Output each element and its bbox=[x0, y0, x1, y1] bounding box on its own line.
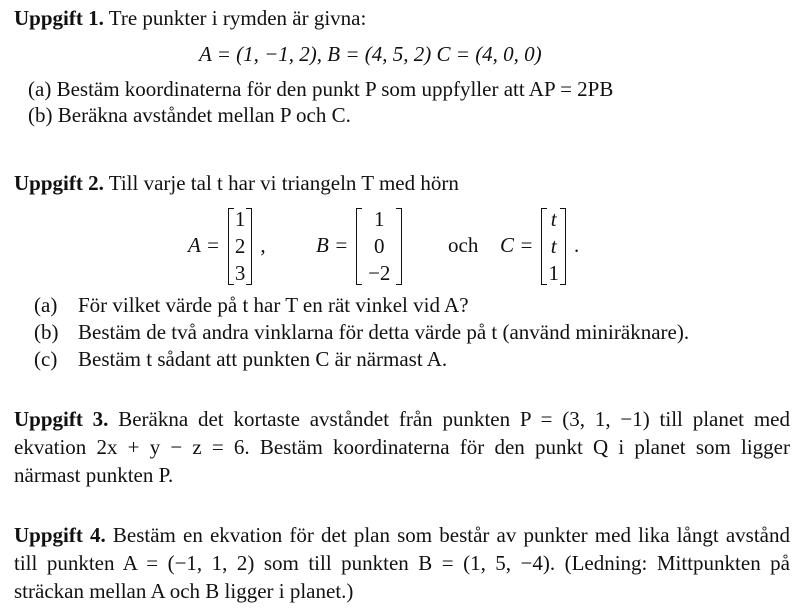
problem-4-text-1: Bestäm en ekvation för det plan som består av punkter med lika långt avstånd bbox=[112, 523, 790, 547]
problem-4-line-1 bbox=[14, 523, 790, 548]
problem-2-part-b-text: Bestäm de två andra vinklarna för detta värde på t (använd miniräknare). bbox=[78, 320, 690, 345]
problem-2-part-b-label: (b) bbox=[34, 320, 59, 345]
problem-1-points: A = (1, −1, 2), B = (4, 5, 2) C = (4, 0, 0) bbox=[199, 42, 542, 67]
vector-c-matrix bbox=[541, 206, 566, 287]
vector-b-z: −2 bbox=[368, 260, 391, 285]
problem-1-part-b-label: (b) bbox=[28, 102, 53, 127]
vector-a-name: A = bbox=[188, 233, 220, 258]
vector-c bbox=[500, 203, 579, 289]
problem-1-part-b bbox=[14, 103, 790, 128]
vector-b-y: 0 bbox=[374, 233, 385, 258]
problem-2-part-c-text: Bestäm t sådant att punkten C är närmast A. bbox=[78, 347, 448, 372]
problem-1-heading bbox=[14, 6, 790, 31]
problem-3 bbox=[14, 407, 790, 489]
vector-b-matrix bbox=[356, 206, 402, 287]
vector-a-x: 1 bbox=[234, 206, 246, 231]
vector-b-name: B = bbox=[316, 233, 349, 258]
problem-1-title: Uppgift 1. bbox=[14, 6, 104, 30]
vector-a-matrix bbox=[228, 206, 253, 287]
problem-2-heading bbox=[14, 171, 790, 196]
vector-c-z: 1 bbox=[548, 260, 559, 285]
vector-a-y: 2 bbox=[234, 233, 246, 258]
vector-a bbox=[188, 203, 266, 289]
problem-1-part-a bbox=[14, 77, 790, 102]
problem-4 bbox=[14, 523, 790, 605]
and-word-text: och bbox=[448, 233, 479, 258]
vector-c-y: t bbox=[550, 233, 557, 258]
vector-c-name: C = bbox=[500, 233, 534, 258]
problem-3-line-1 bbox=[14, 407, 790, 432]
problem-2-vertices bbox=[0, 203, 800, 289]
vector-b-x: 1 bbox=[374, 206, 385, 231]
problem-1 bbox=[14, 6, 790, 128]
problem-3-line-2: ekvation 2x + y − z = 6. Bestäm koordinaterna för den punkt Q i planet som ligger bbox=[14, 435, 790, 460]
vector-a-sep: , bbox=[260, 233, 266, 258]
problem-3-text-1: Beräkna det kortaste avståndet från punkten P = (3, 1, −1) till planet med bbox=[118, 407, 790, 431]
vector-a-z: 3 bbox=[234, 260, 246, 285]
problem-2-part-a-label: (a) bbox=[34, 293, 58, 317]
problem-2-part-c bbox=[34, 347, 790, 372]
problem-2-part-b bbox=[34, 320, 790, 345]
problem-2-intro: Till varje tal t har vi triangeln T med hörn bbox=[108, 171, 459, 195]
problem-1-part-b-text: Beräkna avståndet mellan P och C. bbox=[57, 102, 351, 127]
problem-4-title: Uppgift 4. bbox=[14, 523, 106, 547]
problem-2-parts bbox=[34, 293, 790, 373]
problem-3-line-3: närmast punkten P. bbox=[14, 463, 174, 488]
problem-1-part-a-text: Bestäm koordinaterna för den punkt P som uppfyller att AP = 2PB bbox=[56, 77, 614, 102]
problem-2-title: Uppgift 2. bbox=[14, 171, 104, 195]
problem-4-line-2: till punkten A = (−1, 1, 2) som till punkten B = (1, 5, −4). (Ledning: Mittpunkten på bbox=[14, 551, 790, 576]
problem-2-part-a-text: För vilket värde på t har T en rät vinkel vid A? bbox=[78, 293, 469, 317]
and-word bbox=[448, 203, 478, 289]
vector-c-sep: . bbox=[573, 233, 580, 258]
problem-2-part-c-label: (c) bbox=[34, 347, 58, 372]
problem-3-title: Uppgift 3. bbox=[14, 407, 109, 431]
problem-2-part-a bbox=[34, 293, 790, 318]
problem-1-intro: Tre punkter i rymden är givna: bbox=[108, 6, 367, 30]
vector-c-x: t bbox=[550, 206, 557, 231]
problem-1-part-a-label: (a) bbox=[28, 77, 52, 102]
vector-b bbox=[316, 203, 402, 289]
problem-4-line-3: sträckan mellan A och B ligger i planet.) bbox=[14, 579, 354, 604]
